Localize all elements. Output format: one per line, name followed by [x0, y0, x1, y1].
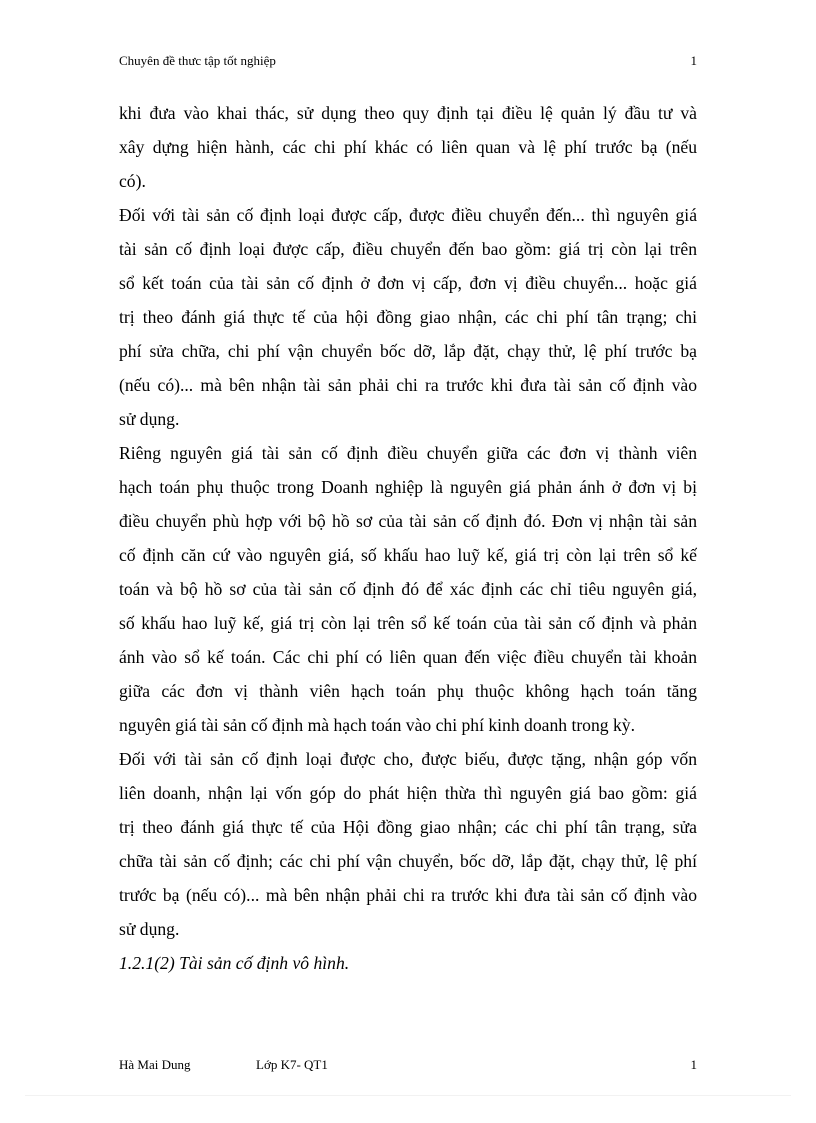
text-line: giữa các đơn vị thành viên hạch toán phụ thuộc không hạch toán tăng [119, 681, 697, 701]
text-line: Đối với tài sản cố định loại được cấp, được điều chuyển đến... thì nguyên giá [119, 205, 697, 225]
footer-author: Hà Mai Dung [119, 1057, 191, 1072]
text-line: hạch toán phụ thuộc trong Doanh nghiệp là nguyên giá phản ánh ở đơn vị bị [119, 477, 697, 497]
header-page-number: 1 [690, 53, 697, 68]
text-line: số khấu hao luỹ kế, giá trị còn lại trên sổ kế toán của tài sản cố định và phản [119, 613, 697, 633]
text-line: nguyên giá tài sản cố định mà hạch toán vào chi phí kinh doanh trong kỳ. [119, 715, 635, 735]
header-title: Chuyên đề thưc tập tốt nghiệp [119, 53, 276, 68]
text-line: khi đưa vào khai thác, sử dụng theo quy định tại điều lệ quản lý đầu tư và [119, 103, 697, 123]
text-line: tài sản cố định loại được cấp, điều chuyển đến bao gồm: giá trị còn lại trên [119, 239, 697, 259]
text-line: có). [119, 171, 146, 191]
page-bottom-divider [25, 1095, 791, 1096]
text-line: trước bạ (nếu có)... mà bên nhận phải chi ra trước khi đưa tài sản cố định vào [119, 885, 697, 905]
text-line: trị theo đánh giá thực tế của Hội đồng giao nhận; các chi phí tân trạng, sửa [119, 817, 697, 837]
text-line: toán và bộ hồ sơ của tài sản cố định đó để xác định các chỉ tiêu nguyên giá, [119, 579, 697, 599]
text-line: điều chuyển phù hợp với bộ hồ sơ của tài sản cố định đó. Đơn vị nhận tài sản [119, 511, 697, 531]
text-line: chữa tài sản cố định; các chi phí vận chuyển, bốc dỡ, lắp đặt, chạy thử, lệ phí [119, 851, 697, 871]
text-line: liên doanh, nhận lại vốn góp do phát hiện thừa thì nguyên giá bao gồm: giá [119, 783, 697, 803]
footer-class: Lớp K7- QT1 [256, 1057, 328, 1072]
text-line: ánh vào sổ kế toán. Các chi phí có liên quan đến việc điều chuyển tài khoản [119, 647, 697, 667]
page-footer [119, 1056, 697, 1074]
page-header [119, 52, 697, 70]
text-line: Đối với tài sản cố định loại được cho, được biếu, được tặng, nhận góp vốn [119, 749, 697, 769]
text-line: sổ kết toán của tài sản cố định ở đơn vị cấp, đơn vị điều chuyển... hoặc giá [119, 273, 697, 293]
text-line: Riêng nguyên giá tài sản cố định điều chuyển giữa các đơn vị thành viên [119, 443, 697, 463]
text-line: xây dựng hiện hành, các chi phí khác có liên quan và lệ phí trước bạ (nếu [119, 137, 697, 157]
text-line: cố định căn cứ vào nguyên giá, số khấu hao luỹ kế, giá trị còn lại trên sổ kế [119, 545, 697, 565]
text-line: trị theo đánh giá thực tế của hội đồng giao nhận, các chi phí tân trạng; chi [119, 307, 697, 327]
text-line: sử dụng. [119, 919, 180, 939]
footer-page-number: 1 [690, 1057, 697, 1072]
text-line: sử dụng. [119, 409, 180, 429]
text-line: phí sửa chữa, chi phí vận chuyển bốc dỡ, lắp đặt, chạy thử, lệ phí trước bạ [119, 341, 697, 361]
text-line: (nếu có)... mà bên nhận tài sản phải chi ra trước khi đưa tài sản cố định vào [119, 375, 697, 395]
section-heading: 1.2.1(2) Tài sản cố định vô hình. [119, 953, 350, 973]
document-body [119, 96, 697, 980]
